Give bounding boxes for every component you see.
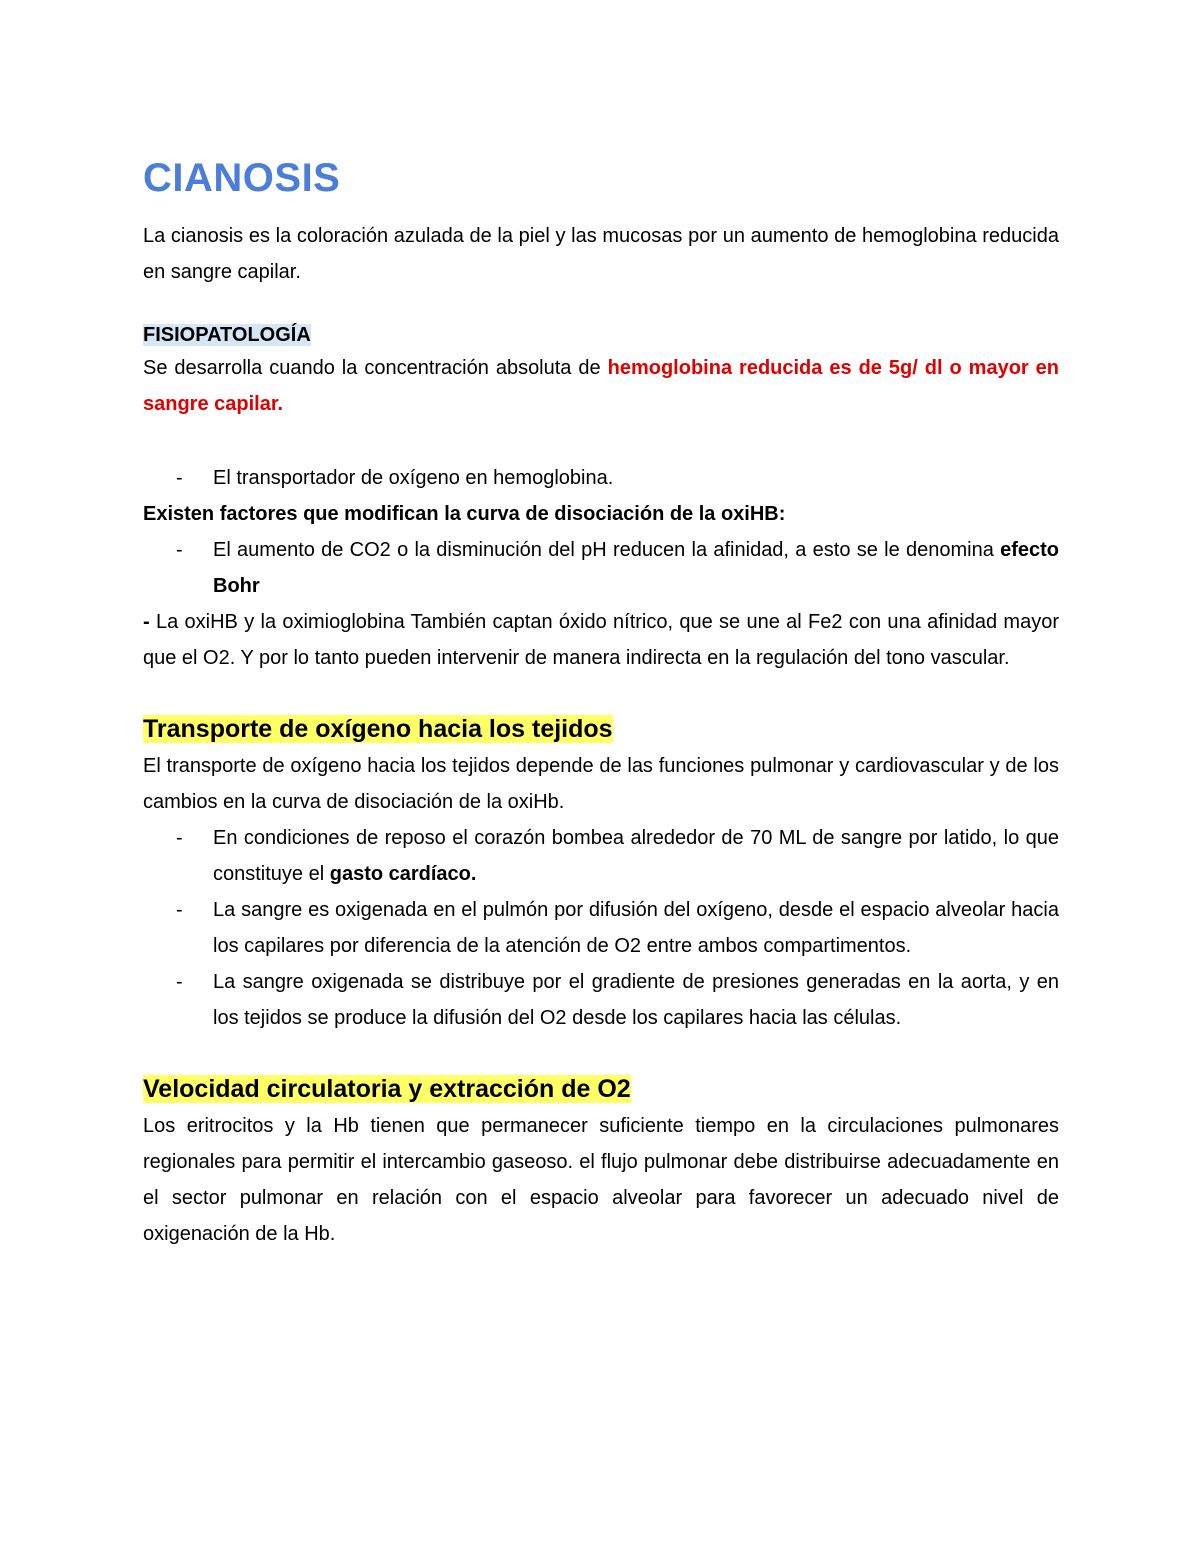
- gasto-cardiaco-term: gasto cardíaco.: [329, 863, 477, 885]
- intro-paragraph: La cianosis es la coloración azulada de la piel y las mucosas por un aumento de hemoglobina reducida en sangre capilar.: [143, 225, 1059, 283]
- list-item: [143, 964, 1059, 1036]
- list-item: [143, 532, 1059, 604]
- spacer: [143, 422, 1059, 460]
- fisio-red-emphasis: hemoglobina reducida es de 5g/ dl o mayor en sangre capilar.: [143, 357, 1059, 415]
- dash-marker: -: [176, 899, 183, 921]
- fisiopatologia-heading: [143, 320, 1059, 350]
- oxihb-paragraph: [143, 604, 1059, 676]
- section-heading-velocidad: [143, 1070, 1059, 1108]
- dash-marker: -: [176, 827, 183, 849]
- list-item-text: En condiciones de reposo el corazón bombea alrededor de 70 ML de sangre por latido, lo que constituye el: [213, 827, 1059, 885]
- spacer: [143, 290, 1059, 320]
- section-heading-velocidad-text: Velocidad circulatoria y extracción de O2: [143, 1075, 631, 1103]
- fisio-paragraph: [143, 350, 1059, 422]
- dash-marker: -: [143, 611, 156, 633]
- list-item-text: La sangre es oxigenada en el pulmón por difusión del oxígeno, desde el espacio alveolar hacia los capilares por diferencia de la atención de O2 entre ambos compartimentos.: [213, 899, 1059, 957]
- spacer: [143, 1036, 1059, 1070]
- transporte-intro: El transporte de oxígeno hacia los tejidos depende de las funciones pulmonar y cardiovascular y de los cambios en la curva de disociación de la oxiHb.: [143, 755, 1059, 813]
- dash-marker: -: [176, 539, 183, 561]
- dash-marker: -: [176, 971, 183, 993]
- list-item-text: La sangre oxigenada se distribuye por el gradiente de presiones generadas en la aorta, y en los tejidos se produce la difusión del O2 desde los capilares hacia las células.: [213, 971, 1059, 1029]
- section-heading-transporte-text: Transporte de oxígeno hacia los tejidos: [143, 715, 613, 743]
- document-content: [143, 150, 1059, 1252]
- dash-marker: -: [176, 467, 183, 489]
- list-item-text: El transportador de oxígeno en hemoglobina.: [213, 467, 614, 489]
- fisiopatologia-heading-text: FISIOPATOLOGÍA: [143, 324, 311, 346]
- fisio-text: Se desarrolla cuando la concentración absoluta de: [143, 357, 608, 379]
- factors-heading: Existen factores que modifican la curva de disociación de la oxiHB:: [143, 503, 786, 525]
- efecto-bohr-term: efecto Bohr: [213, 539, 1059, 597]
- list-item-text: El aumento de CO2 o la disminución del pH reducen la afinidad, a esto se le denomina: [213, 539, 1001, 561]
- list-item: [143, 892, 1059, 964]
- spacer: [143, 676, 1059, 710]
- section-heading-transporte: [143, 710, 1059, 748]
- velocidad-paragraph: Los eritrocitos y la Hb tienen que permanecer suficiente tiempo en la circulaciones pulmonares regionales para permitir el intercambio gaseoso. el flujo pulmonar debe distribuirse adecuadamente en el sector pulmonar en relación con el espacio alveolar para favorecer un adecuado nivel de oxigenación de la Hb.: [143, 1115, 1059, 1245]
- list-item: [143, 460, 1059, 496]
- page-title: CIANOSIS: [143, 156, 341, 200]
- list-item: [143, 820, 1059, 892]
- oxihb-text: La oxiHB y la oximioglobina También captan óxido nítrico, que se une al Fe2 con una afinidad mayor que el O2. Y por lo tanto pueden intervenir de manera indirecta en la regulación del tono vascular.: [143, 611, 1060, 669]
